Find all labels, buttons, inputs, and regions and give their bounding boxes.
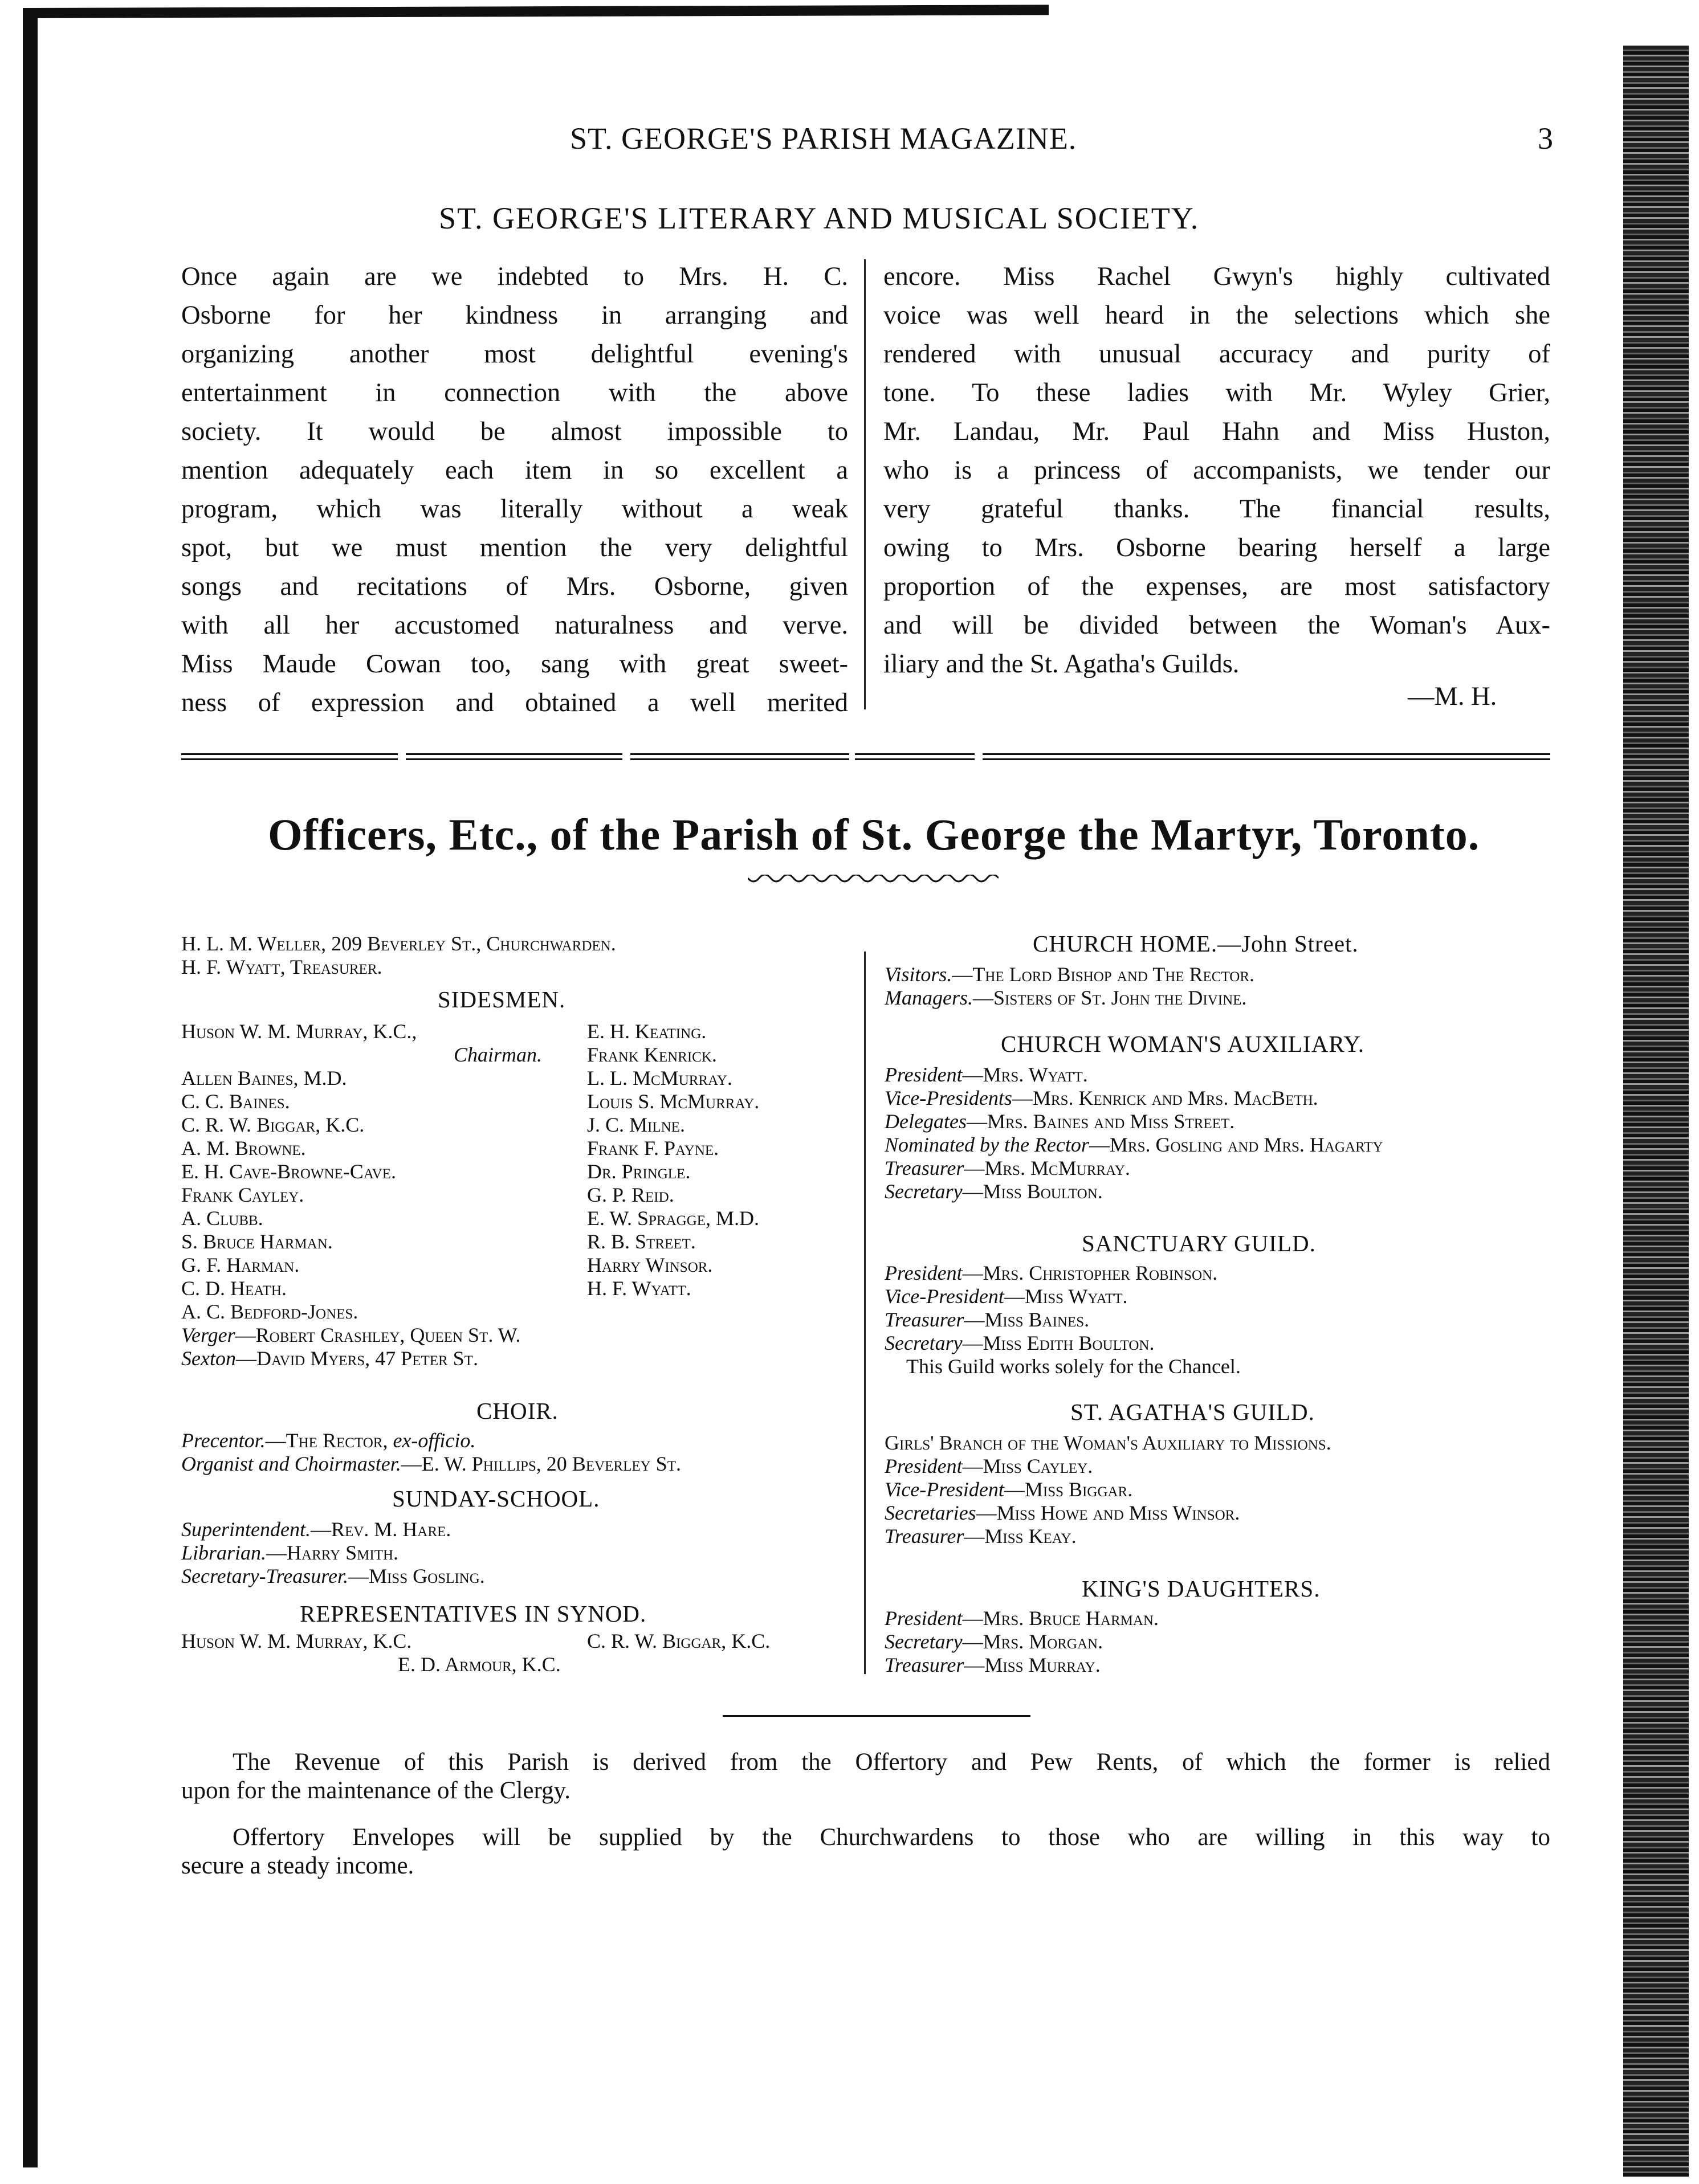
secretary-treasurer-value: —Miss Gosling. [348,1565,485,1587]
officer-line [885,1501,1331,1525]
sexton-line [181,1347,542,1370]
synod-rep: Huson W. M. Murray, K.C. [181,1630,412,1652]
managers-label: Managers. [885,986,973,1009]
page-number: 3 [1538,121,1553,156]
officer-line [885,1478,1331,1501]
officer-line [885,1133,1383,1157]
verger-line [181,1324,542,1347]
officer-role: Secretaries [885,1501,976,1524]
officer-role: President [885,1262,963,1284]
librarian-line [181,1541,485,1565]
list-item: Allen Baines, M.D. [181,1067,347,1089]
double-rule [181,753,398,760]
officer-role: President [885,1063,963,1086]
text-line: songs and recitations of Mrs. Osborne, given [181,572,848,601]
synod-block-right [587,1630,770,1653]
officer-name: —Miss Edith Boulton. [962,1332,1155,1354]
text-line: very grateful thanks. The financial results, [883,495,1550,524]
precentor-line [181,1429,681,1452]
organist-value: —E. W. Phillips, 20 Beverley St. [401,1452,681,1475]
column-divider [864,259,866,709]
officer-role: Vice-President [885,1478,1004,1501]
article-column-left [181,258,848,722]
superintendent-line [181,1518,485,1541]
list-item: G. P. Reid. [587,1183,674,1206]
text-line: and will be divided between the Woman's Aux- [883,611,1550,640]
text-line: The Revenue of this Parish is derived from the Offertory and Pew Rents, of which the former is relied [233,1749,1550,1775]
text-line: Mr. Landau, Mr. Paul Hahn and Miss Huston, [883,417,1550,446]
sunday-school-heading: SUNDAY-SCHOOL. [392,1485,600,1512]
officer-role: Secretary [885,1630,963,1653]
officer-role: Delegates [885,1110,967,1133]
text-line: entertainment in connection with the above [181,378,848,407]
list-item: Frank Cayley. [181,1183,304,1206]
precentor-label: Precentor. [181,1429,266,1452]
list-item: A. Clubb. [181,1207,263,1230]
officer-name: —Mrs. Baines and Miss Street. [966,1110,1235,1133]
officer-role: Vice-Presidents [885,1087,1012,1109]
guild-subtitle: Girls' Branch of the Woman's Auxiliary to Missions. [885,1431,1331,1454]
officer-name: —Mrs. Christopher Robinson. [962,1262,1218,1284]
officer-line [885,1110,1383,1133]
sidesmen-heading: SIDESMEN. [438,986,566,1013]
womans-auxiliary-block [885,1063,1383,1203]
officer-name: —Miss Howe and Miss Winsor. [976,1501,1240,1524]
list-item: J. C. Milne. [587,1113,685,1136]
article-signature: —M. H. [1408,682,1497,711]
text-line: voice was well heard in the selections which she [883,301,1550,330]
double-rule [855,753,975,760]
sexton-value: —David Myers, 47 Peter St. [235,1347,478,1370]
officer-role: Treasurer [885,1157,964,1179]
list-item: Dr. Pringle. [587,1160,691,1183]
officer-line [885,1087,1383,1110]
officer-name: —Miss Murray. [964,1654,1101,1676]
precentor-value: —The Rector, [265,1429,393,1452]
officer-role: Secretary [885,1180,963,1203]
officer-line [885,1262,1241,1285]
officer-line [885,1308,1241,1332]
officer-role: Treasurer [885,1654,964,1676]
librarian-value: —Harry Smith. [266,1541,399,1564]
text-line: tone. To these ladies with Mr. Wyley Grier, [883,378,1550,407]
officer-line [885,1525,1331,1548]
list-item: Harry Winsor. [587,1254,713,1276]
officer-role: Treasurer [885,1525,964,1548]
officer-line [885,1157,1383,1180]
superintendent-label: Superintendent. [181,1518,311,1541]
officer-line [885,1654,1159,1677]
envelopes-note [181,1823,1550,1880]
officer-role: President [885,1455,963,1477]
precentor-suffix: ex-officio. [393,1429,476,1452]
text-line: mention adequately each item in so excellent a [181,456,848,485]
officer-role: Nominated by the Rector [885,1133,1089,1156]
verger-label: Verger [181,1324,235,1346]
st-agathas-guild-block [885,1431,1331,1548]
text-line: Osborne for her kindness in arranging and [181,301,848,330]
sidesmen-right [587,1020,759,1300]
list-item: E. H. Cave-Browne-Cave. [181,1160,396,1183]
officer-name: —Miss Boulton. [962,1180,1103,1203]
list-item: S. Bruce Harman. [181,1230,333,1253]
kings-daughters-block [885,1607,1159,1677]
section-rule [723,1715,1030,1717]
secretary-treasurer-line [181,1565,485,1588]
churchwarden-line: H. L. M. Weller, 209 Beverley St., Churchwarden. [181,932,616,955]
officer-name: —Mrs. McMurray. [964,1157,1130,1179]
double-rule [630,753,849,760]
sidesmen-left [181,1020,542,1370]
list-item: Huson W. M. Murray, K.C., [181,1020,417,1043]
text-line: Miss Maude Cowan too, sang with great sweet- [181,650,848,679]
officer-line [885,1607,1159,1630]
synod-rep: C. R. W. Biggar, K.C. [587,1630,771,1652]
directory-divider [864,952,866,1674]
church-home-heading: CHURCH HOME.—John Street. [1033,930,1359,957]
officer-line [885,1630,1159,1654]
list-item: Louis S. McMurray. [587,1090,760,1113]
scan-edge-top [23,5,1049,18]
officer-name: —Miss Biggar. [1004,1478,1133,1501]
text-line: owing to Mrs. Osborne bearing herself a large [883,533,1550,562]
organist-label: Organist and Choirmaster. [181,1452,401,1475]
visitors-value: —The Lord Bishop and The Rector. [952,963,1255,986]
officer-name: —Miss Wyatt. [1004,1285,1128,1308]
visitors-label: Visitors. [885,963,952,986]
list-item: E. H. Keating. [587,1020,707,1043]
synod-rep: E. D. Armour, K.C. [398,1653,561,1676]
article-title: ST. GEORGE'S LITERARY AND MUSICAL SOCIETY. [439,201,1200,235]
organist-line [181,1452,681,1476]
officer-name: —Mrs. Morgan. [962,1630,1103,1653]
officer-role: Treasurer [885,1308,964,1331]
list-item: H. F. Wyatt. [587,1277,691,1300]
list-item: Frank F. Payne. [587,1137,719,1160]
officer-line [885,1063,1383,1087]
text-line: secure a steady income. [181,1852,414,1879]
list-item: Chairman. [454,1043,543,1066]
officer-name: —Mrs. Wyatt. [962,1063,1088,1086]
list-item: A. M. Browne. [181,1137,306,1160]
text-line: program, which was literally without a weak [181,495,848,524]
managers-line [885,986,1254,1010]
sanctuary-guild-heading: SANCTUARY GUILD. [1082,1230,1316,1256]
secretary-treasurer-label: Secretary-Treasurer. [181,1565,348,1587]
list-item: C. R. W. Biggar, K.C. [181,1113,365,1136]
officer-name: —Miss Keay. [964,1525,1077,1548]
list-item: C. C. Baines. [181,1090,290,1113]
list-item: E. W. Spragge, M.D. [587,1207,760,1230]
text-line: Offertory Envelopes will be supplied by the Churchwardens to those who are willing in this way to [233,1824,1550,1851]
sanctuary-guild-block [885,1262,1241,1378]
text-line: iliary and the St. Agatha's Guilds. [883,650,1240,679]
officer-name: —Miss Baines. [964,1308,1090,1331]
running-head: ST. GEORGE'S PARISH MAGAZINE. [570,121,1077,156]
sexton-label: Sexton [181,1347,236,1370]
sunday-school-block [181,1518,485,1588]
treasurer-line: H. F. Wyatt, Treasurer. [181,956,382,978]
synod-block [181,1630,561,1676]
text-line: organizing another most delightful evening's [181,340,848,369]
officer-line [885,1332,1241,1355]
womans-auxiliary-heading: CHURCH WOMAN'S AUXILIARY. [1001,1031,1364,1057]
double-rule [983,753,1550,760]
list-item: R. B. Street. [587,1230,696,1253]
text-line: rendered with unusual accuracy and purity of [883,340,1550,369]
list-item: Frank Kenrick. [587,1043,717,1066]
scan-edge-left [23,8,38,2167]
choir-heading: CHOIR. [476,1398,559,1424]
officer-role: President [885,1607,963,1630]
verger-value: —Robert Crashley, Queen St. W. [235,1324,521,1346]
text-line: ness of expression and obtained a well merited [181,688,848,717]
synod-line-1 [181,1630,561,1653]
superintendent-value: —Rev. M. Hare. [310,1518,451,1541]
guild-note: This Guild works solely for the Chancel. [906,1355,1241,1378]
wavy-ornament [748,875,999,887]
article-column-right [883,258,1550,684]
choir-block [181,1429,681,1476]
churchwardens-block [181,932,616,979]
officer-name: —Mrs. Bruce Harman. [962,1607,1159,1630]
officer-name: —Mrs. Kenrick and Mrs. MacBeth. [1012,1087,1318,1109]
officer-role: Secretary [885,1332,963,1354]
visitors-line [885,963,1254,986]
text-line: with all her accustomed naturalness and verve. [181,611,848,640]
text-line: upon for the maintenance of the Clergy. [181,1777,571,1804]
officers-title: Officers, Etc., of the Parish of St. George the Martyr, Toronto. [268,810,1480,859]
officer-name: —Miss Cayley. [962,1455,1093,1477]
text-line: who is a princess of accompanists, we tender our [883,456,1550,485]
text-line: proportion of the expenses, are most satisfactory [883,572,1550,601]
officer-role: Vice-President [885,1285,1004,1308]
officer-line [885,1180,1383,1203]
list-item: L. L. McMurray. [587,1067,732,1089]
officer-line [885,1455,1331,1478]
text-line: spot, but we must mention the very delightful [181,533,848,562]
kings-daughters-heading: KING'S DAUGHTERS. [1082,1575,1321,1602]
synod-heading: REPRESENTATIVES IN SYNOD. [300,1601,647,1627]
list-item: A. C. Bedford-Jones. [181,1300,358,1323]
officer-name: —Mrs. Gosling and Mrs. Hagarty [1089,1133,1383,1156]
church-home-block [885,963,1254,1010]
text-line: society. It would be almost impossible to [181,417,848,446]
scan-edge-right [1623,46,1689,2177]
officer-line [885,1285,1241,1308]
managers-value: —Sisters of St. John the Divine. [973,986,1247,1009]
text-line: encore. Miss Rachel Gwyn's highly cultivated [883,262,1550,291]
revenue-note [181,1748,1550,1805]
st-agathas-guild-heading: ST. AGATHA'S GUILD. [1070,1399,1315,1425]
list-item: G. F. Harman. [181,1254,300,1276]
list-item: C. D. Heath. [181,1277,287,1300]
double-rule [406,753,622,760]
text-line: Once again are we indebted to Mrs. H. C. [181,262,848,291]
librarian-label: Librarian. [181,1541,267,1564]
